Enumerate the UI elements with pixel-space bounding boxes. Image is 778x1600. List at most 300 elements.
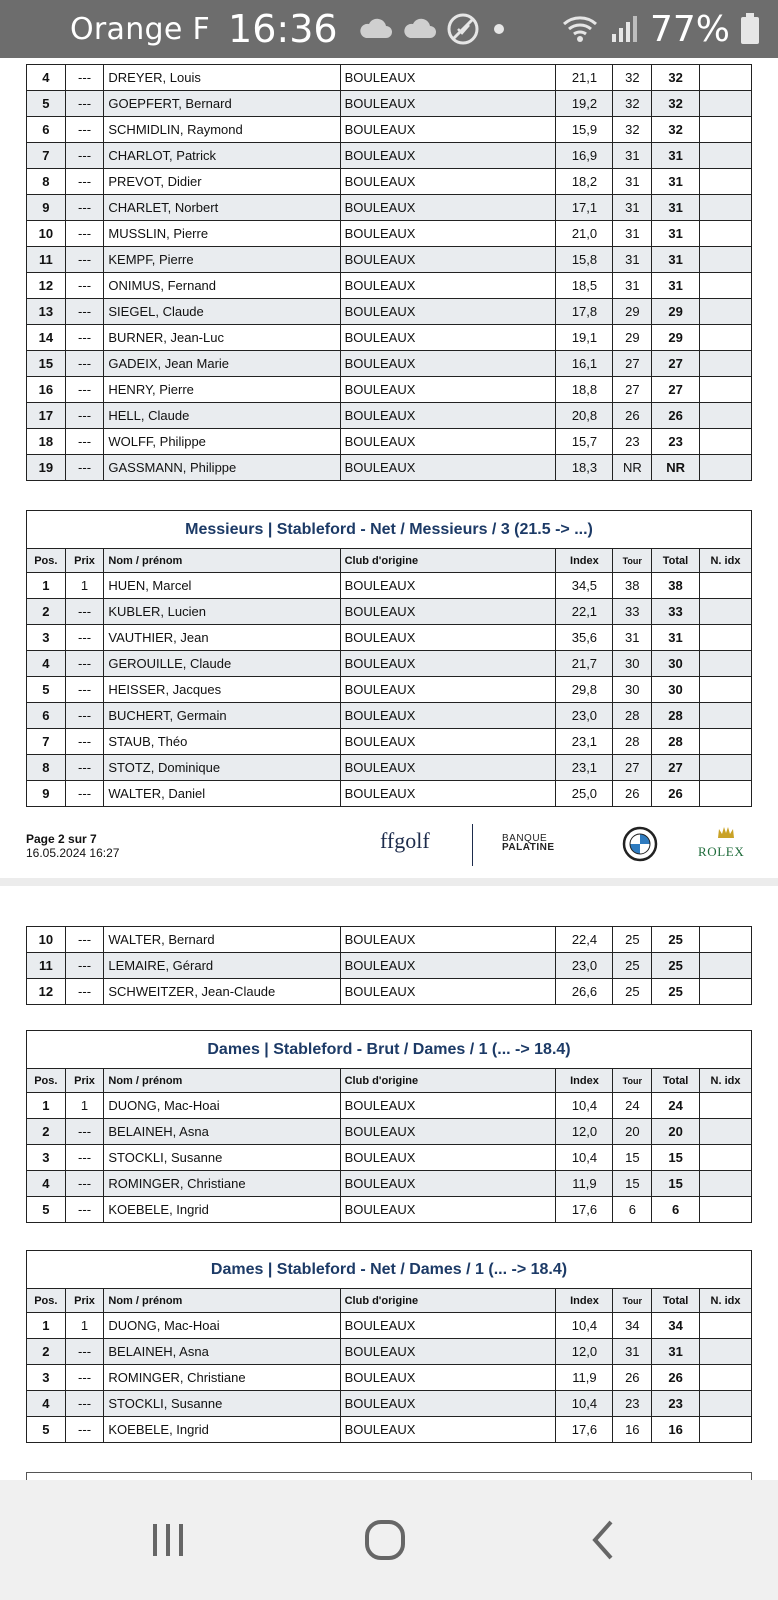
cell-name: MUSSLIN, Pierre (104, 221, 340, 247)
cell-name: CHARLOT, Patrick (104, 143, 340, 169)
table-row (27, 651, 752, 677)
cell-index: 21,0 (556, 221, 613, 247)
cell-tour: 25 (613, 927, 652, 953)
cell-club: BOULEAUX (340, 403, 556, 429)
cell-total: 25 (652, 979, 700, 1005)
cell-pos: 4 (27, 651, 66, 677)
cell-prix: --- (65, 677, 104, 703)
cell-nidx (700, 299, 752, 325)
cell-nidx (700, 1171, 752, 1197)
col-header-pos: Pos. (27, 1289, 66, 1313)
col-header-nidx: N. idx (700, 1069, 752, 1093)
cell-tour: 31 (613, 221, 652, 247)
cell-club: BOULEAUX (340, 729, 556, 755)
cell-nidx (699, 729, 751, 755)
cell-club: BOULEAUX (340, 351, 556, 377)
col-header-total: Total (652, 1289, 700, 1313)
cell-tour: 31 (613, 273, 652, 299)
home-button[interactable] (355, 1516, 415, 1564)
table-row (27, 781, 752, 807)
cell-prix: --- (65, 625, 104, 651)
cell-prix: --- (65, 953, 104, 979)
table-row (27, 755, 752, 781)
cell-tour: 31 (613, 247, 652, 273)
system-navigation-bar (0, 1480, 778, 1600)
recent-apps-icon (148, 1520, 188, 1560)
print-date: 16.05.2024 16:27 (26, 846, 120, 860)
cell-pos: 4 (27, 65, 66, 91)
col-header-total: Total (652, 1069, 700, 1093)
cell-pos: 19 (27, 455, 66, 481)
table-row (27, 1119, 752, 1145)
cell-total: 6 (652, 1197, 700, 1223)
banque-palatine-logo: BANQUE PALATINE (502, 833, 555, 853)
table-row (27, 65, 752, 91)
cell-tour: 31 (613, 169, 652, 195)
cell-tour: 23 (613, 1391, 652, 1417)
cell-name: HEISSER, Jacques (104, 677, 340, 703)
pdf-document-view[interactable] (0, 58, 778, 1480)
home-icon (363, 1518, 407, 1562)
cell-pos: 10 (27, 927, 66, 953)
cell-pos: 9 (27, 195, 66, 221)
table-row (27, 573, 752, 599)
cell-pos: 9 (27, 781, 66, 807)
table-row (27, 403, 752, 429)
table-row (27, 979, 752, 1005)
cell-index: 10,4 (556, 1391, 613, 1417)
cell-club: BOULEAUX (340, 1145, 556, 1171)
cell-tour: 34 (613, 1313, 652, 1339)
cell-nidx (700, 979, 752, 1005)
next-table-edge (26, 1472, 752, 1480)
cell-index: 10,4 (556, 1313, 613, 1339)
cell-pos: 12 (27, 979, 66, 1005)
cell-pos: 4 (27, 1171, 66, 1197)
cell-pos: 10 (27, 221, 66, 247)
cell-total: 29 (652, 299, 700, 325)
signal-icon (610, 14, 640, 44)
cell-index: 18,3 (556, 455, 613, 481)
cell-total: 32 (652, 65, 700, 91)
cell-name: KOEBELE, Ingrid (104, 1197, 340, 1223)
cell-tour: 26 (613, 403, 652, 429)
cell-total: 20 (652, 1119, 700, 1145)
results-table-messieurs-net-3-continued (26, 926, 752, 1005)
col-header-nidx: N. idx (700, 1289, 752, 1313)
cell-pos: 3 (27, 1365, 66, 1391)
cell-prix: --- (65, 1417, 104, 1443)
cell-club: BOULEAUX (340, 247, 556, 273)
cell-name: HUEN, Marcel (104, 573, 340, 599)
cell-pos: 15 (27, 351, 66, 377)
cell-prix: --- (65, 351, 104, 377)
cell-nidx (700, 117, 752, 143)
cell-index: 23,0 (556, 703, 613, 729)
cell-index: 12,0 (556, 1119, 613, 1145)
table-row (27, 1339, 752, 1365)
cell-tour: 32 (613, 91, 652, 117)
table-title: Messieurs | Stableford - Net / Messieurs / 3 (21.5 -> ...) (27, 511, 752, 549)
cell-name: GADEIX, Jean Marie (104, 351, 340, 377)
dot-icon (490, 20, 508, 38)
cell-total: 15 (652, 1171, 700, 1197)
cell-index: 18,2 (556, 169, 613, 195)
cell-total: 16 (652, 1417, 700, 1443)
col-header-club: Club d'origine (340, 1289, 556, 1313)
cell-name: SCHWEITZER, Jean-Claude (104, 979, 340, 1005)
cell-prix: --- (65, 403, 104, 429)
cell-nidx (700, 221, 752, 247)
cell-name: DUONG, Mac-Hoai (104, 1093, 340, 1119)
logo-divider (472, 824, 473, 866)
cell-total: 31 (652, 625, 700, 651)
cell-prix: --- (65, 429, 104, 455)
cell-tour: 27 (613, 377, 652, 403)
col-header-total: Total (652, 549, 700, 573)
cell-nidx (700, 1145, 752, 1171)
cell-pos: 6 (27, 117, 66, 143)
cell-nidx (700, 247, 752, 273)
cell-total: 23 (652, 429, 700, 455)
cell-tour: 26 (613, 781, 652, 807)
cell-pos: 5 (27, 1417, 66, 1443)
cell-total: 26 (652, 1365, 700, 1391)
table-row (27, 1197, 752, 1223)
cell-prix: 1 (65, 573, 104, 599)
cell-index: 17,1 (556, 195, 613, 221)
cell-pos: 11 (27, 953, 66, 979)
cell-index: 15,7 (556, 429, 613, 455)
table-row (27, 625, 752, 651)
cell-prix: --- (65, 1145, 104, 1171)
cell-name: HENRY, Pierre (104, 377, 340, 403)
cell-name: ONIMUS, Fernand (104, 273, 340, 299)
cell-name: ROMINGER, Christiane (104, 1171, 340, 1197)
cell-prix: --- (65, 143, 104, 169)
cell-club: BOULEAUX (340, 169, 556, 195)
col-header-tour: Tour (613, 549, 652, 573)
cell-nidx (699, 677, 751, 703)
cell-prix: --- (65, 781, 104, 807)
cell-name: BURNER, Jean-Luc (104, 325, 340, 351)
cell-pos: 1 (27, 573, 66, 599)
col-header-index: Index (556, 1069, 613, 1093)
cell-pos: 16 (27, 377, 66, 403)
cell-pos: 6 (27, 703, 66, 729)
cell-nidx (700, 1365, 752, 1391)
cell-total: 30 (652, 651, 700, 677)
cell-tour: 31 (613, 1339, 652, 1365)
cell-name: GOEPFERT, Bernard (104, 91, 340, 117)
cell-club: BOULEAUX (340, 325, 556, 351)
cell-prix: --- (65, 65, 104, 91)
table-row (27, 1093, 752, 1119)
cell-club: BOULEAUX (340, 781, 556, 807)
cell-index: 21,1 (556, 65, 613, 91)
battery-level: 77% (649, 8, 730, 50)
col-header-tour: Tour (613, 1069, 652, 1093)
cell-name: DUONG, Mac-Hoai (104, 1313, 340, 1339)
cloud-icon (402, 18, 436, 40)
cell-name: STOCKLI, Susanne (104, 1145, 340, 1171)
cell-club: BOULEAUX (340, 927, 556, 953)
cell-club: BOULEAUX (340, 221, 556, 247)
cell-name: KEMPF, Pierre (104, 247, 340, 273)
table-row (27, 927, 752, 953)
cell-club: BOULEAUX (340, 1391, 556, 1417)
cell-tour: 26 (613, 1365, 652, 1391)
cell-nidx (700, 1093, 752, 1119)
cell-prix: --- (65, 169, 104, 195)
cell-tour: 32 (613, 65, 652, 91)
cell-name: SCHMIDLIN, Raymond (104, 117, 340, 143)
cell-nidx (700, 1119, 752, 1145)
cell-name: BELAINEH, Asna (104, 1339, 340, 1365)
cell-club: BOULEAUX (340, 195, 556, 221)
cell-nidx (700, 91, 752, 117)
cell-index: 18,8 (556, 377, 613, 403)
back-button[interactable] (572, 1516, 632, 1564)
cell-total: 30 (652, 677, 700, 703)
cell-name: WALTER, Daniel (104, 781, 340, 807)
col-header-index: Index (556, 1289, 613, 1313)
cell-name: KUBLER, Lucien (104, 599, 340, 625)
cell-club: BOULEAUX (340, 273, 556, 299)
cell-nidx (700, 195, 752, 221)
cell-name: ROMINGER, Christiane (104, 1365, 340, 1391)
cell-name: GASSMANN, Philippe (104, 455, 340, 481)
page-number: Page 2 sur 7 (26, 832, 97, 846)
cell-prix: --- (65, 455, 104, 481)
cell-club: BOULEAUX (340, 599, 556, 625)
table-row (27, 91, 752, 117)
cell-tour: 31 (613, 625, 652, 651)
cell-total: 32 (652, 91, 700, 117)
cell-total: 31 (652, 195, 700, 221)
cell-total: 32 (652, 117, 700, 143)
cell-total: 38 (652, 573, 700, 599)
cell-pos: 17 (27, 403, 66, 429)
cell-nidx (700, 403, 752, 429)
cell-nidx (699, 625, 751, 651)
table-row (27, 117, 752, 143)
cell-name: WOLFF, Philippe (104, 429, 340, 455)
results-table-messieurs-continued (26, 64, 752, 481)
cell-index: 34,5 (556, 573, 613, 599)
cell-pos: 8 (27, 755, 66, 781)
cell-pos: 3 (27, 1145, 66, 1171)
cell-club: BOULEAUX (340, 755, 556, 781)
table-row (27, 325, 752, 351)
cell-club: BOULEAUX (340, 703, 556, 729)
cell-nidx (700, 1197, 752, 1223)
col-header-nidx: N. idx (699, 549, 751, 573)
table-row (27, 677, 752, 703)
cell-tour: 15 (613, 1145, 652, 1171)
wifi-icon (560, 14, 600, 44)
cell-pos: 8 (27, 169, 66, 195)
cell-name: VAUTHIER, Jean (104, 625, 340, 651)
cell-club: BOULEAUX (340, 377, 556, 403)
cell-name: KOEBELE, Ingrid (104, 1417, 340, 1443)
cell-total: 31 (652, 247, 700, 273)
cell-index: 10,4 (556, 1145, 613, 1171)
cell-nidx (700, 1417, 752, 1443)
cell-tour: 38 (613, 573, 652, 599)
cell-total: 28 (652, 729, 700, 755)
cell-index: 16,9 (556, 143, 613, 169)
table-row (27, 273, 752, 299)
cell-tour: NR (613, 455, 652, 481)
cell-name: BELAINEH, Asna (104, 1119, 340, 1145)
cell-prix: --- (65, 91, 104, 117)
cell-club: BOULEAUX (340, 117, 556, 143)
cell-tour: 6 (613, 1197, 652, 1223)
cell-pos: 7 (27, 143, 66, 169)
cell-name: STOTZ, Dominique (104, 755, 340, 781)
cell-total: 26 (652, 781, 700, 807)
cell-total: 23 (652, 1391, 700, 1417)
results-table-dames-brut-1 (26, 1030, 752, 1223)
cell-prix: --- (65, 325, 104, 351)
cell-pos: 11 (27, 247, 66, 273)
cell-nidx (700, 429, 752, 455)
cell-index: 12,0 (556, 1339, 613, 1365)
table-row (27, 1145, 752, 1171)
cell-nidx (700, 351, 752, 377)
cell-club: BOULEAUX (340, 429, 556, 455)
cell-name: STAUB, Théo (104, 729, 340, 755)
cell-pos: 7 (27, 729, 66, 755)
cell-name: BUCHERT, Germain (104, 703, 340, 729)
cell-tour: 30 (613, 677, 652, 703)
cell-nidx (700, 325, 752, 351)
cell-pos: 3 (27, 625, 66, 651)
cell-total: 33 (652, 599, 700, 625)
page-footer (26, 822, 752, 870)
cell-club: BOULEAUX (340, 455, 556, 481)
cell-index: 15,8 (556, 247, 613, 273)
col-header-prix: Prix (65, 1289, 104, 1313)
page-separator (0, 878, 778, 886)
cell-index: 25,0 (556, 781, 613, 807)
cell-total: 31 (652, 143, 700, 169)
cell-index: 23,1 (556, 755, 613, 781)
cell-nidx (699, 703, 751, 729)
cell-pos: 5 (27, 1197, 66, 1223)
cell-nidx (699, 651, 751, 677)
cell-index: 20,8 (556, 403, 613, 429)
table-row (27, 1417, 752, 1443)
cell-tour: 29 (613, 325, 652, 351)
recent-apps-button[interactable] (138, 1516, 198, 1564)
cell-club: BOULEAUX (340, 1313, 556, 1339)
col-header-name: Nom / prénom (104, 1069, 340, 1093)
cell-club: BOULEAUX (340, 1093, 556, 1119)
cell-club: BOULEAUX (340, 979, 556, 1005)
results-table-messieurs-net-3 (26, 510, 752, 807)
cell-nidx (700, 1339, 752, 1365)
cell-club: BOULEAUX (340, 91, 556, 117)
cell-nidx (700, 143, 752, 169)
cell-tour: 30 (613, 651, 652, 677)
table-row (27, 1313, 752, 1339)
ffgolf-logo: ffgolf (380, 828, 430, 853)
cell-name: DREYER, Louis (104, 65, 340, 91)
cell-nidx (700, 927, 752, 953)
cell-nidx (700, 1313, 752, 1339)
back-icon (587, 1518, 617, 1562)
table-row (27, 1391, 752, 1417)
cell-index: 21,7 (556, 651, 613, 677)
table-title: Dames | Stableford - Brut / Dames / 1 (... -> 18.4) (27, 1031, 752, 1069)
cell-index: 23,0 (556, 953, 613, 979)
col-header-club: Club d'origine (340, 549, 556, 573)
cell-index: 19,1 (556, 325, 613, 351)
col-header-prix: Prix (65, 549, 104, 573)
table-row (27, 599, 752, 625)
cell-index: 29,8 (556, 677, 613, 703)
cell-prix: --- (65, 599, 104, 625)
cell-tour: 32 (613, 117, 652, 143)
cell-prix: --- (65, 703, 104, 729)
cell-index: 17,6 (556, 1197, 613, 1223)
cell-club: BOULEAUX (340, 651, 556, 677)
cell-prix: --- (65, 651, 104, 677)
cell-club: BOULEAUX (340, 65, 556, 91)
cell-tour: 33 (613, 599, 652, 625)
battery-icon (740, 13, 760, 45)
cloud-icon (358, 18, 392, 40)
cell-total: 27 (652, 377, 700, 403)
cell-prix: --- (65, 299, 104, 325)
cell-tour: 28 (613, 703, 652, 729)
col-header-tour: Tour (613, 1289, 652, 1313)
cell-prix: 1 (65, 1313, 104, 1339)
cell-name: WALTER, Bernard (104, 927, 340, 953)
cell-total: 25 (652, 927, 700, 953)
results-table-dames-net-1 (26, 1250, 752, 1443)
cell-prix: --- (65, 117, 104, 143)
cell-name: SIEGEL, Claude (104, 299, 340, 325)
cell-pos: 2 (27, 599, 66, 625)
cell-nidx (700, 953, 752, 979)
cell-total: 25 (652, 953, 700, 979)
cell-total: 27 (652, 351, 700, 377)
table-row (27, 455, 752, 481)
cell-total: 28 (652, 703, 700, 729)
cell-name: GEROUILLE, Claude (104, 651, 340, 677)
table-row (27, 377, 752, 403)
cell-club: BOULEAUX (340, 1365, 556, 1391)
cell-prix: --- (65, 247, 104, 273)
cell-index: 19,2 (556, 91, 613, 117)
col-header-prix: Prix (65, 1069, 104, 1093)
col-header-name: Nom / prénom (104, 549, 340, 573)
cell-tour: 24 (613, 1093, 652, 1119)
cell-club: BOULEAUX (340, 677, 556, 703)
cell-pos: 1 (27, 1093, 66, 1119)
cell-total: 27 (652, 755, 700, 781)
cell-total: 31 (652, 273, 700, 299)
cell-prix: --- (65, 377, 104, 403)
cell-index: 10,4 (556, 1093, 613, 1119)
table-row (27, 299, 752, 325)
cell-pos: 18 (27, 429, 66, 455)
cell-club: BOULEAUX (340, 953, 556, 979)
cell-pos: 5 (27, 91, 66, 117)
